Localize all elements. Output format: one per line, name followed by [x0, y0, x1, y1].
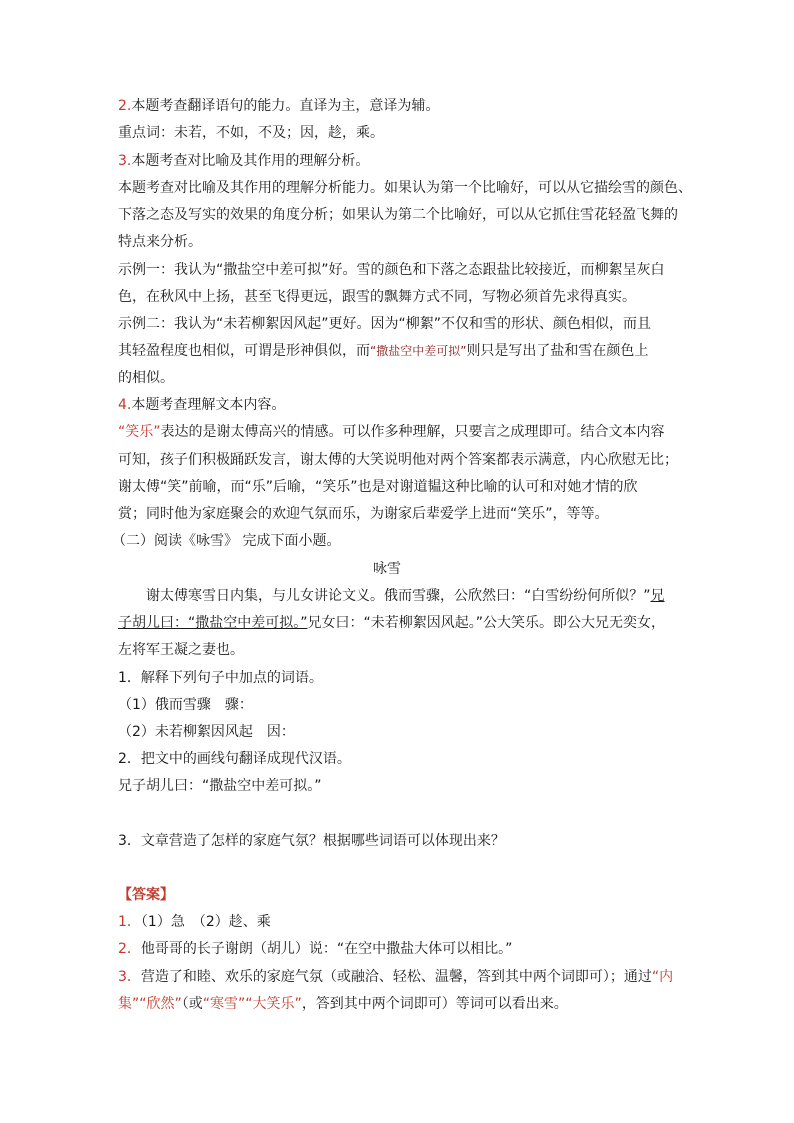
- section-heading: （二）阅读《咏雪》 完成下面小题。: [112, 533, 341, 549]
- source-text-line: [146, 586, 665, 606]
- q4-number: 4.: [118, 397, 132, 413]
- answer-3-line: [118, 994, 568, 1014]
- q3-text: 本题考查对比喻及其作用的理解分析。: [131, 153, 370, 169]
- q3-paragraph-line: 特点来分析。: [118, 234, 202, 250]
- question-2: 2．把文中的画线句翻译成现代汉语。: [118, 751, 351, 767]
- answer-1-text: （1）急 （2）趁、乘: [140, 914, 271, 930]
- question-1-item: （2）未若柳絮因风起 因：: [118, 724, 295, 740]
- analysis-q3: [118, 151, 369, 171]
- source-text: 兄女曰：“未若柳絮因风起。”公大笑乐。即公大兄无奕女，: [307, 615, 666, 631]
- underlined-text: 兄: [650, 588, 665, 604]
- source-text: 谢太傅寒雪日内集，与儿女讲论文义。俄而雪骤，公欣然曰：“白雪纷纷何所似？”: [146, 588, 651, 604]
- question-2-line: 兄子胡儿曰：“撒盐空中差可拟。”: [118, 778, 322, 794]
- q4-quote: “笑乐”: [118, 424, 161, 440]
- poem-title: 咏雪: [373, 561, 401, 577]
- answer-3-quote: “寒雪”: [202, 996, 246, 1012]
- source-text-line: 左将军王凝之妻也。: [118, 642, 244, 658]
- answer-3-text: （或: [181, 996, 203, 1012]
- question-1-item: （1）俄而雪骤 骤：: [118, 697, 253, 713]
- analysis-q2: [118, 96, 439, 116]
- answer-3-line: [118, 967, 673, 987]
- q4-paragraph-line: 可知，孩子们积极踊跃发言，谢太傅的大笑说明他对两个答案都表示满意，内心欣慰无比；: [118, 452, 678, 468]
- q4-text: 本题考查理解文本内容。: [131, 397, 286, 413]
- q4-paragraph-line: 谢太傅“笑”前喻，而“乐”后喻，“笑乐”也是对谢道韫这种比喻的认可和对她才情的欣: [118, 479, 638, 495]
- q3-paragraph-line: 下落之态及写实的效果的角度分析；如果认为第二个比喻好，可以从它抓住雪花轻盈飞舞的: [118, 207, 678, 223]
- q2-number: 2.: [118, 98, 132, 114]
- answer-2: [118, 939, 512, 959]
- example-2-line: [118, 341, 648, 361]
- underlined-text: 子胡儿曰：“撒盐空中差可拟。”: [118, 615, 308, 631]
- answer-1-number: 1．: [118, 914, 141, 930]
- q3-number: 3.: [118, 153, 132, 169]
- q4-text: 表达的是谢太傅高兴的情感。可以作多种理解，只要言之成理即可。结合文本内容: [160, 424, 665, 440]
- answer-3-number: 3．: [118, 969, 141, 985]
- answer-3-text: ，答到其中两个词即可）等词可以看出来。: [301, 996, 568, 1012]
- q4-paragraph-line: [118, 422, 665, 442]
- answer-label: 【答案】: [118, 887, 174, 903]
- source-text-line: [118, 613, 665, 633]
- example-2-line: 示例二：我认为“未若柳絮因风起”更好。因为“柳絮”不仅和雪的形状、颜色相似，而且: [118, 316, 652, 332]
- example-2-line: 的相似。: [118, 370, 174, 386]
- answer-3-quote: “欣然”: [139, 996, 182, 1012]
- q2-text: 本题考查翻译语句的能力。直译为主，意译为辅。: [131, 98, 440, 114]
- q4-paragraph-line: 赏；同时他为家庭聚会的欢迎气氛而乐，为谢家后辈爱学上进而“笑乐”，等等。: [118, 506, 609, 522]
- keywords-line: 重点词：未若，不如，不及；因，趁，乘。: [118, 125, 384, 141]
- answer-3-quote: “内: [651, 969, 674, 985]
- question-3: 3．文章营造了怎样的家庭气氛？根据哪些词语可以体现出来？: [118, 833, 505, 849]
- example-2-text: 其轻盈程度也相似，可谓是形神俱似，而: [118, 343, 370, 359]
- question-1: 1．解释下列句子中加点的词语。: [118, 670, 323, 686]
- answer-1: [118, 912, 271, 932]
- example-1-line: 示例一：我认为“撒盐空中差可拟”好。雪的颜色和下落之态跟盐比较接近，而柳絮呈灰白: [118, 262, 665, 278]
- q3-paragraph-line: 本题考查对比喻及其作用的理解分析能力。如果认为第一个比喻好，可以从它描绘雪的颜色、: [118, 180, 692, 196]
- answer-3-quote: “大笑乐”: [245, 996, 302, 1012]
- analysis-q4: [118, 395, 285, 415]
- answer-3-quote: 集”: [118, 996, 140, 1012]
- example-1-line: 色，在秋风中上扬，甚至飞得更远，跟雪的飘舞方式不同，写物必须首先求得真实。: [118, 289, 636, 305]
- answer-3-text: 营造了和睦、欢乐的家庭气氛（或融洽、轻松、温馨，答到其中两个词即可）；通过: [140, 969, 652, 985]
- answer-2-text: 他哥哥的长子谢朗（胡儿）说：“在空中撒盐大体可以相比。”: [140, 941, 513, 957]
- answer-2-number: 2．: [118, 941, 141, 957]
- example-2-text: 则只是写出了盐和雪在颜色上: [466, 343, 649, 359]
- example-2-quote: “撒盐空中差可拟”: [370, 344, 467, 358]
